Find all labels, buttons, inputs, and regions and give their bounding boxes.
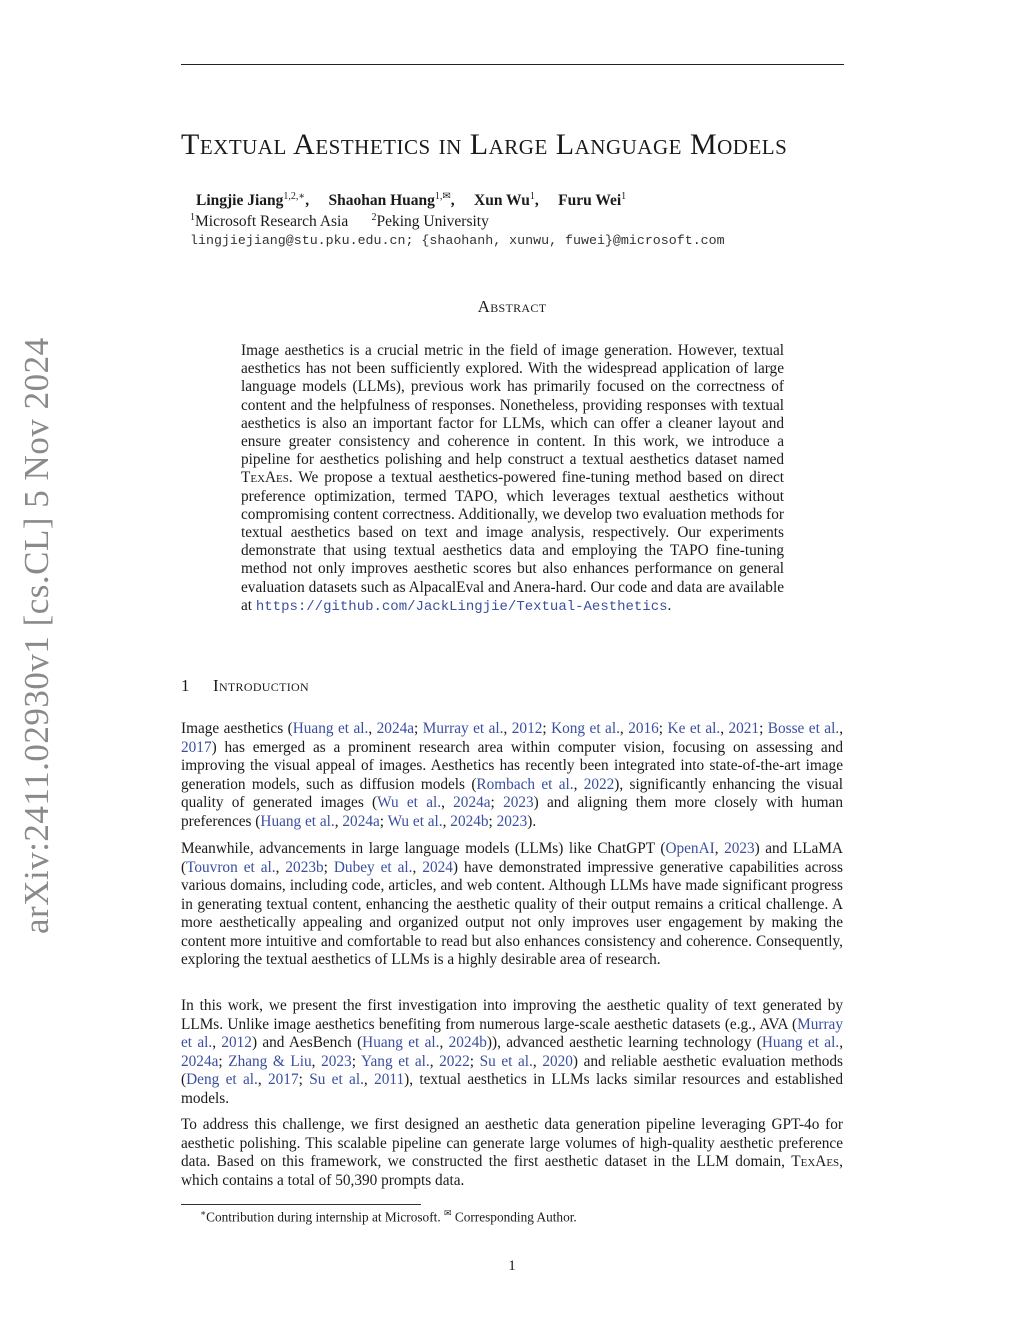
citation-link[interactable]: 2024a xyxy=(453,794,491,811)
section-number: 1 xyxy=(181,676,190,695)
author-sup: 1,2,∗ xyxy=(283,191,306,202)
affiliation-name: Microsoft Research Asia xyxy=(195,213,349,231)
citation-link[interactable]: 2024 xyxy=(422,858,453,876)
top-rule xyxy=(181,64,844,65)
paper-title: Textual Aesthetics in Large Language Models xyxy=(181,128,788,161)
citation-link[interactable]: 2024a xyxy=(181,1052,219,1070)
author-sup: 1 xyxy=(529,191,535,202)
citation-link[interactable]: Ke et al. xyxy=(667,720,721,737)
section-heading-introduction xyxy=(181,676,309,696)
author-sup: 1 xyxy=(621,191,627,202)
citation-link[interactable]: 2023 xyxy=(724,840,755,857)
github-link[interactable]: https://github.com/JackLingjie/Textual-Aesthetics xyxy=(255,598,668,615)
citation-link[interactable]: 2023 xyxy=(496,812,528,830)
citation-link[interactable]: 2016 xyxy=(628,720,659,737)
citation-link[interactable]: Wu et al. xyxy=(387,812,443,830)
citation-link[interactable]: 2022 xyxy=(583,775,615,793)
citation-link[interactable]: Murray et al. xyxy=(422,720,504,737)
affiliation-name: Peking University xyxy=(376,213,489,231)
page-number: 1 xyxy=(508,1258,516,1274)
citation-link[interactable]: 2021 xyxy=(728,720,760,737)
citation-link[interactable]: Deng et al. xyxy=(186,1071,258,1088)
citation-link[interactable]: 2024a xyxy=(376,720,415,737)
mail-icon: ✉ xyxy=(443,1208,452,1218)
citation-link[interactable]: 2011 xyxy=(374,1071,405,1088)
citation-link[interactable]: Rombach et al. xyxy=(476,775,574,793)
author-name: Shaohan Huang xyxy=(328,192,435,210)
citation-link[interactable]: Wu et al. xyxy=(377,794,442,811)
author-name: Furu Wei xyxy=(558,192,622,210)
footnote-rule xyxy=(181,1204,421,1205)
citation-link[interactable]: Touvron et al. xyxy=(186,858,276,876)
citation-link[interactable]: 2017 xyxy=(268,1071,299,1088)
intro-paragraph-1: Image aesthetics (Huang et al., 2024a; Murray et al., 2012; Kong et al., 2016; Ke et al., 2021; Bosse et al., 2017) has emerged as a prominent research area within computer vision, focusing on assessing and improving the visual appeal of images. Aesthetics has recently been integrated into state-of-the-art image generation models, such as diffusion models (Rombach et al., 2022), significantly enhancing the visual quality of generated images (Wu et al., 2024a; 2023) and aligning them more closely with human preferences (Huang et al., 2024a; Wu et al., 2024b; 2023). xyxy=(181,720,844,830)
dataset-name: TexAes xyxy=(241,469,289,487)
citation-link[interactable]: 2024a xyxy=(342,812,380,830)
citation-link[interactable]: 2022 xyxy=(439,1052,470,1070)
citation-link[interactable]: Su et al. xyxy=(479,1052,533,1070)
author-name: Lingjie Jiang xyxy=(196,192,284,210)
intro-paragraph-4: To address this challenge, we first designed an aesthetic data generation pipeline leveraging GPT-4o for aesthetic polishing. This scalable pipeline can generate large volumes of high-quality aesthetic preference data. Based on this framework, we constructed the first aesthetic dataset in the LLM domain, TexAes, which contains a total of 50,390 prompts data. xyxy=(181,1116,843,1189)
author-sup: 1,✉ xyxy=(434,191,451,202)
citation-link[interactable]: 2023 xyxy=(321,1052,352,1070)
author-emails: lingjiejiang@stu.pku.edu.cn; {shaohanh, xunwu, fuwei}@microsoft.com xyxy=(190,233,725,248)
affiliations: $^1$Microsoft Research Asia $^2$Peking University xyxy=(190,212,489,231)
citation-link[interactable]: Zhang & Liu xyxy=(228,1052,312,1070)
citation-link[interactable]: Huang et al. xyxy=(260,812,335,830)
citation-link[interactable]: Huang et al. xyxy=(292,720,369,737)
intro-paragraph-3: In this work, we present the first investigation into improving the aesthetic quality of text generated by LLMs. Unlike image aesthetics benefiting from numerous large-scale aesthetic datasets (e.g., AVA (Murray et al., 2012) and AesBench (Huang et al., 2024b)), advanced aesthetic learning technology (Huang et al., 2024a; Zhang & Liu, 2023; Yang et al., 2022; Su et al., 2020) and reliable aesthetic evaluation methods (Deng et al., 2017; Su et al., 2011), textual aesthetics in LLMs lacks similar resources and established models. xyxy=(181,997,844,1107)
citation-link[interactable]: Su et al. xyxy=(309,1071,364,1088)
author-name: Xun Wu xyxy=(474,192,530,210)
section-title: Introduction xyxy=(213,676,309,695)
author-list: Lingjie Jiang$^{1,2,∗}$, Shaohan Huang$^{1,✉}$, Xun Wu$^1$, Furu Wei$^1$ xyxy=(196,191,627,210)
citation-link[interactable]: 2024b xyxy=(448,1034,487,1051)
dataset-name: TexAes xyxy=(791,1153,840,1170)
citation-link[interactable]: 2023 xyxy=(503,794,534,811)
citation-link[interactable]: Kong et al. xyxy=(551,720,620,737)
citation-link[interactable]: 2017 xyxy=(181,738,212,756)
citation-link[interactable]: 2012 xyxy=(511,720,543,737)
abstract-heading: Abstract xyxy=(477,297,547,316)
intro-paragraph-2: Meanwhile, advancements in large language models (LLMs) like ChatGPT (OpenAI, 2023) and LLaMA (Touvron et al., 2023b; Dubey et al., 2024) have demonstrated impressive generative capabilities across various domains, including code, articles, and web content. Although LLMs have made significant progress in generating textual content, enhancing the aesthetic quality of their output remains a critical challenge. A more aesthetically appealing and organized output not only improves user engagement by making the content more intuitive and comfortable to read but also enhances consistency and coherence. Consequently, exploring the textual aesthetics of LLMs is a highly desirable area of research. xyxy=(181,840,844,968)
citation-link[interactable]: Bosse et al. xyxy=(767,720,840,737)
citation-link[interactable]: 2023b xyxy=(285,858,324,876)
citation-link[interactable]: Huang et al. xyxy=(761,1034,840,1051)
citation-link[interactable]: Murray et al. xyxy=(181,1015,843,1051)
citation-link[interactable]: 2020 xyxy=(542,1052,573,1070)
citation-link[interactable]: 2024b xyxy=(450,812,489,830)
citation-link[interactable]: OpenAI xyxy=(665,840,715,857)
citation-link[interactable]: Yang et al. xyxy=(361,1052,430,1070)
arxiv-identifier: arXiv:2411.02930v1 [cs.CL] 5 Nov 2024 xyxy=(17,337,56,934)
citation-link[interactable]: Dubey et al. xyxy=(333,858,413,876)
citation-link[interactable]: Huang et al. xyxy=(362,1034,440,1051)
footnote: ∗Contribution during internship at Microsoft. ✉ Corresponding Author. xyxy=(200,1208,577,1225)
abstract-body: Image aesthetics is a crucial metric in the field of image generation. However, textual aesthetics has not been sufficiently explored. With the widespread application of large language models (LLMs), previous work has primarily focused on the correctness of content and the helpfulness of responses. Nonetheless, providing responses with textual aesthetics is also an important factor for LLMs, which can offer a cleaner layout and ensure greater consistency and coherence in content. In this work, we introduce a pipeline for aesthetics polishing and help construct a textual aesthetics dataset named TexAes. We propose a textual aesthetics-powered fine-tuning method based on direct preference optimization, termed TAPO, which leverages textual aesthetics without compromising content correctness. Additionally, we develop two evaluation methods for textual aesthetics based on text and image analysis, respectively. Our experiments demonstrate that using textual aesthetics data and employing the TAPO fine-tuning method not only improves aesthetic scores but also enhances performance on general evaluation datasets such as AlpacalEval and Anera-hard. Our code and data are available at https://github.com/JackLingjie/Textual-Aesthetics. xyxy=(241,342,784,615)
citation-link[interactable]: 2012 xyxy=(221,1034,252,1051)
